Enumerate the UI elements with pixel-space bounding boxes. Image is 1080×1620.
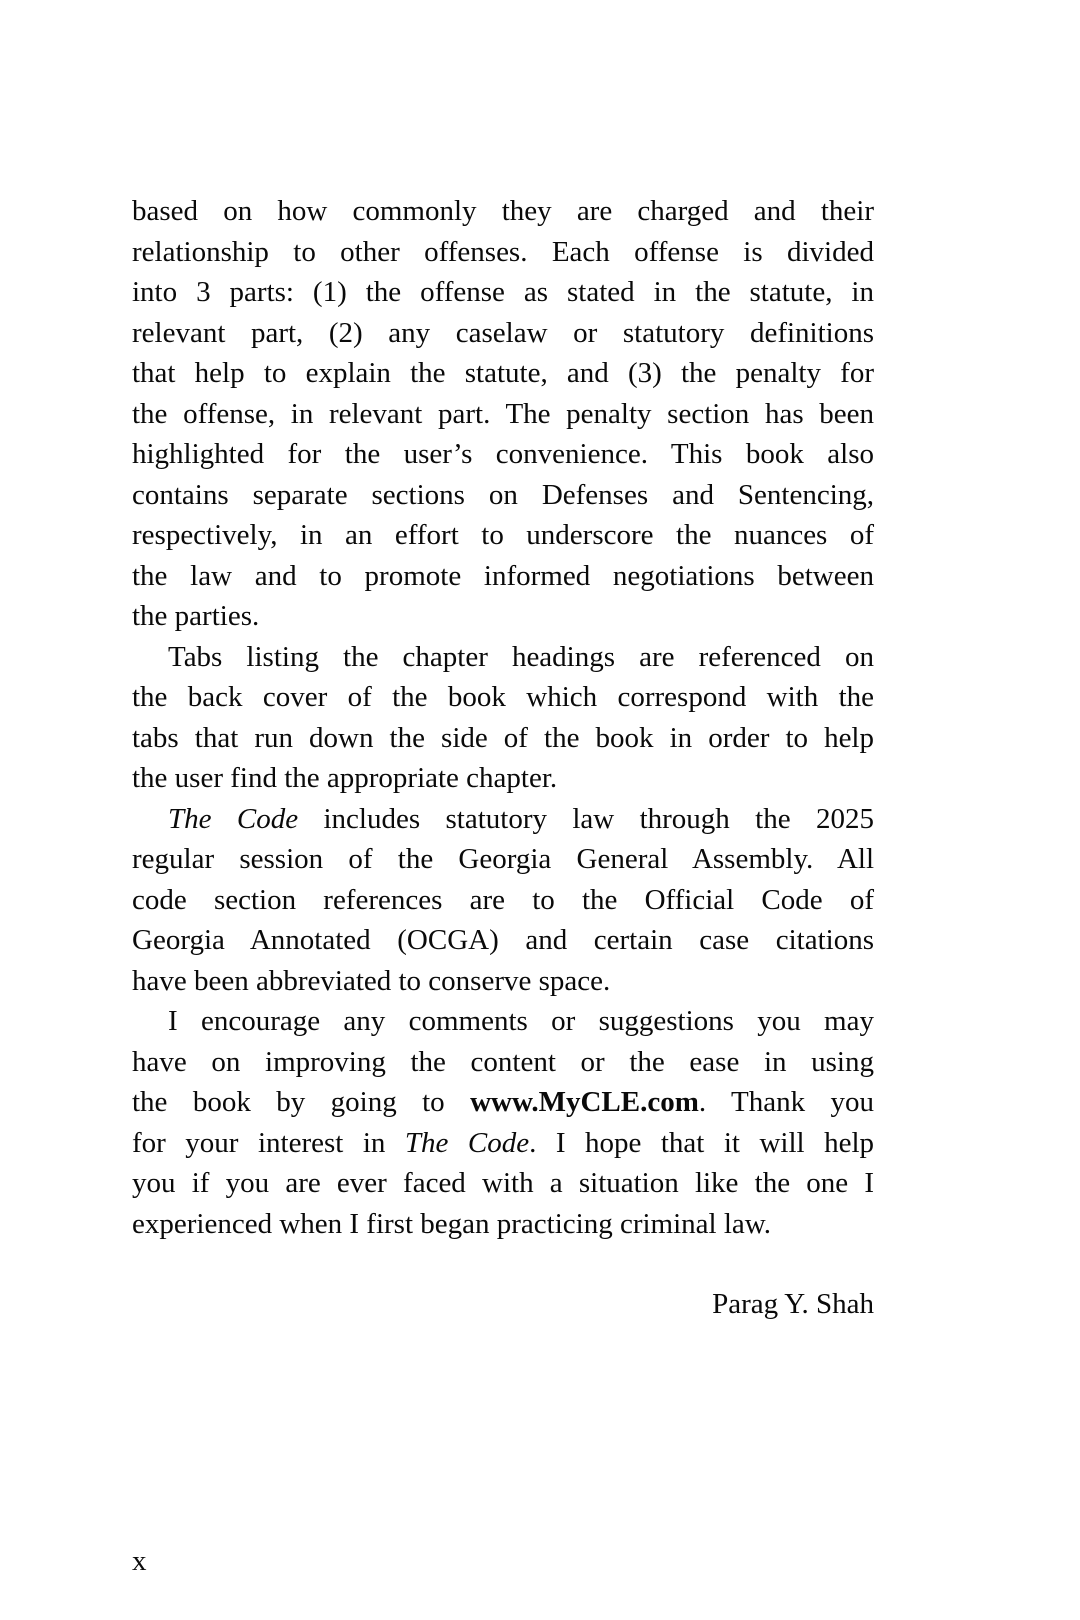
- text-line: [132, 1001, 874, 1042]
- text-segment: the user find the appropriate chapter.: [132, 762, 558, 794]
- text-segment: code section references are to the Official Code of: [132, 883, 874, 916]
- text-segment: you if you are ever faced with a situation like the one I: [132, 1167, 874, 1199]
- text-segment: contains separate sections on Defenses and Sentencing,: [132, 478, 874, 511]
- text-segment: the parties.: [132, 600, 260, 632]
- text-line: [132, 556, 874, 597]
- text-segment: have been abbreviated to conserve space.: [132, 964, 611, 997]
- text-segment: experienced when I first began practicing criminal law.: [132, 1207, 772, 1240]
- text-line: [132, 515, 874, 556]
- text-segment: tabs that run down the side of the book in order to help: [132, 721, 874, 754]
- body-text: [132, 191, 874, 1244]
- text-segment: regular session of the Georgia General Assembly. All: [132, 843, 874, 875]
- text-segment: respectively, in an effort to underscore the nuances of: [132, 519, 874, 551]
- text-line: [132, 920, 874, 961]
- text-segment: the back cover of the book which correspond with the: [132, 681, 874, 713]
- text-segment: www.MyCLE.com: [470, 1086, 699, 1118]
- text-segment: The Code: [168, 802, 299, 835]
- author-signature: Parag Y. Shah: [712, 1288, 874, 1320]
- text-segment: includes statutory law through the 2025: [298, 802, 874, 835]
- text-line: [132, 1204, 874, 1245]
- text-line: [132, 1042, 874, 1083]
- text-segment: for your interest in: [132, 1126, 405, 1159]
- text-segment: Tabs listing the chapter headings are referenced on: [168, 640, 874, 673]
- text-line: [132, 596, 874, 637]
- text-line: [132, 475, 874, 516]
- text-segment: highlighted for the user’s convenience. This book also: [132, 438, 874, 470]
- text-segment: based on how commonly they are charged and their: [132, 195, 874, 227]
- text-segment: Georgia Annotated (OCGA) and certain case citations: [132, 924, 874, 956]
- text-line: [132, 758, 874, 799]
- text-line: [132, 191, 874, 232]
- text-segment: I encourage any comments or suggestions you may: [168, 1005, 874, 1037]
- text-segment: relevant part, (2) any caselaw or statutory definitions: [132, 316, 874, 349]
- text-segment: relationship to other offenses. Each offense is divided: [132, 235, 874, 268]
- text-line: [132, 1123, 874, 1164]
- text-segment: The Code: [404, 1126, 530, 1159]
- text-line: [132, 313, 874, 354]
- text-segment: . I hope that it will help: [529, 1126, 874, 1159]
- text-line: [132, 353, 874, 394]
- text-line: [132, 799, 874, 840]
- text-line: [132, 718, 874, 759]
- text-segment: . Thank you: [698, 1086, 875, 1118]
- text-segment: the offense, in relevant part. The penalty section has been: [132, 397, 874, 430]
- text-segment: into 3 parts: (1) the offense as stated in the statute, in: [132, 276, 874, 308]
- text-line: [132, 1163, 874, 1204]
- text-segment: that help to explain the statute, and (3) the penalty for: [132, 357, 874, 389]
- text-line: [132, 880, 874, 921]
- text-line: [132, 394, 874, 435]
- text-line: [132, 434, 874, 475]
- text-segment: the book by going to: [132, 1086, 471, 1118]
- text-line: [132, 961, 874, 1002]
- text-line: [132, 839, 874, 880]
- text-segment: have on improving the content or the ease in using: [132, 1045, 874, 1078]
- text-line: [132, 232, 874, 273]
- page-number: x: [132, 1545, 147, 1577]
- text-segment: the law and to promote informed negotiations between: [132, 559, 874, 592]
- text-line: [132, 637, 874, 678]
- text-line: [132, 1082, 874, 1123]
- text-line: [132, 677, 874, 718]
- text-line: [132, 272, 874, 313]
